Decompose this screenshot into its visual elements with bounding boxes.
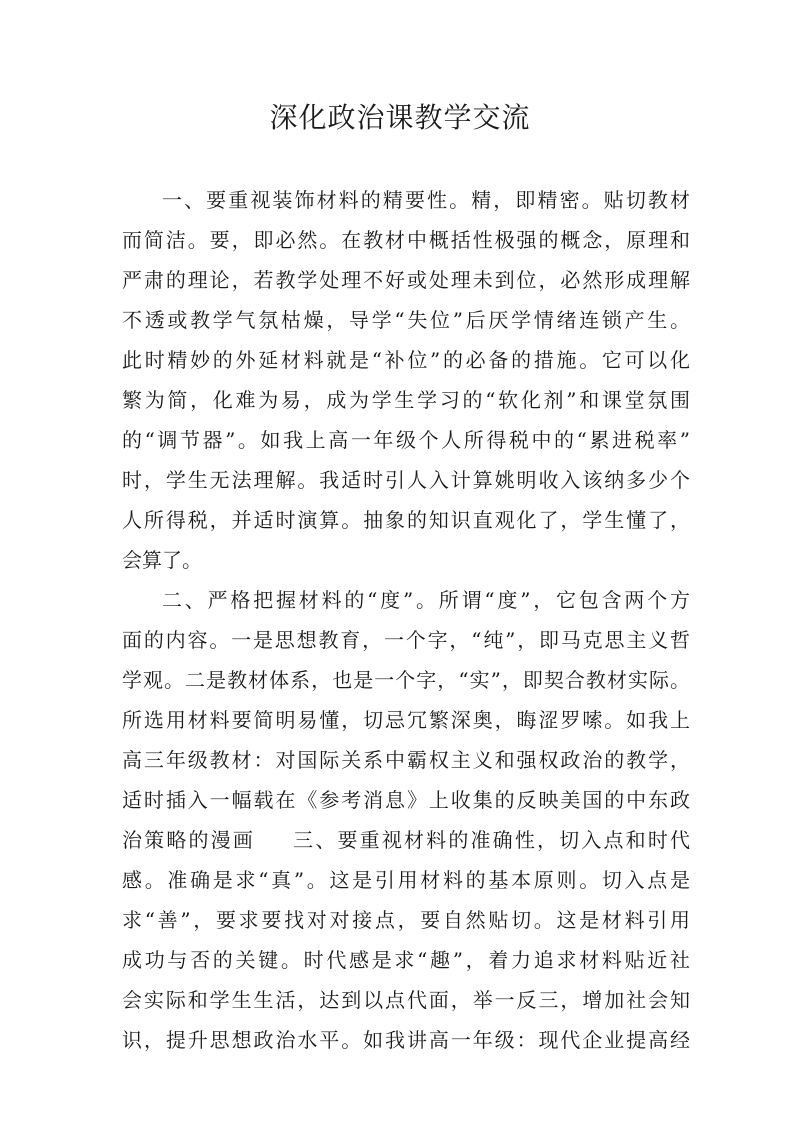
text-line: 的“调节器”。如我上高一年级个人所得税中的“累进税率” (122, 428, 690, 452)
text-line: 此时精妙的外延材料就是“补位”的必备的措施。它可以化 (122, 348, 690, 372)
text-line: 二、严格把握材料的“度”。所谓“度”，它包含两个方 (162, 588, 690, 612)
text-line: 适时插入一幅载在《参考消息》上收集的反映美国的中东政 (122, 788, 690, 812)
text-line: 会算了。 (122, 548, 202, 572)
document-body (122, 180, 690, 1060)
text-line: 感。准确是求“真”。这是引用材料的基本原则。切入点是 (122, 868, 690, 892)
text-line: 识，提升思想政治水平。如我讲高一年级：现代企业提高经 (122, 1028, 690, 1052)
text-line: 一、要重视装饰材料的精要性。精，即精密。贴切教材 (162, 188, 690, 212)
text-line: 时，学生无法理解。我适时引人入计算姚明收入该纳多少个 (122, 468, 690, 492)
text-line: 繁为简，化难为易，成为学生学习的“软化剂”和课堂氛围 (122, 388, 690, 412)
text-line: 所选用材料要简明易懂，切忌冗繁深奥，晦涩罗嗦。如我上 (122, 708, 690, 732)
text-line: 会实际和学生生活，达到以点代面，举一反三，增加社会知 (122, 988, 690, 1012)
text-line: 求“善”，要求要找对对接点，要自然贴切。这是材料引用 (122, 908, 690, 932)
text-line: 严肃的理论，若教学处理不好或处理未到位，必然形成理解 (122, 268, 690, 292)
text-line: 成功与否的关键。时代感是求“趣”，着力追求材料贴近社 (122, 948, 690, 972)
text-segment: 三、要重视材料的准确性，切入点和时代 (291, 828, 690, 852)
text-line: 学观。二是教材体系，也是一个字，“实”，即契合教材实际。 (122, 668, 690, 692)
text-segment: 治策略的漫画 (122, 828, 255, 852)
text-line: 高三年级教材：对国际关系中霸权主义和强权政治的教学， (122, 748, 690, 772)
document-title: 深化政治课教学交流 (269, 101, 531, 134)
text-line: 人所得税，并适时演算。抽象的知识直观化了，学生懂了， (122, 508, 690, 532)
text-line-mixed (122, 820, 690, 860)
text-line: 不透或教学气氛枯燥，导学“失位”后厌学情绪连锁产生。 (122, 308, 690, 332)
text-line: 而简洁。要，即必然。在教材中概括性极强的概念，原理和 (122, 228, 690, 252)
text-line: 面的内容。一是思想教育，一个字，“纯”，即马克思主义哲 (122, 628, 690, 652)
